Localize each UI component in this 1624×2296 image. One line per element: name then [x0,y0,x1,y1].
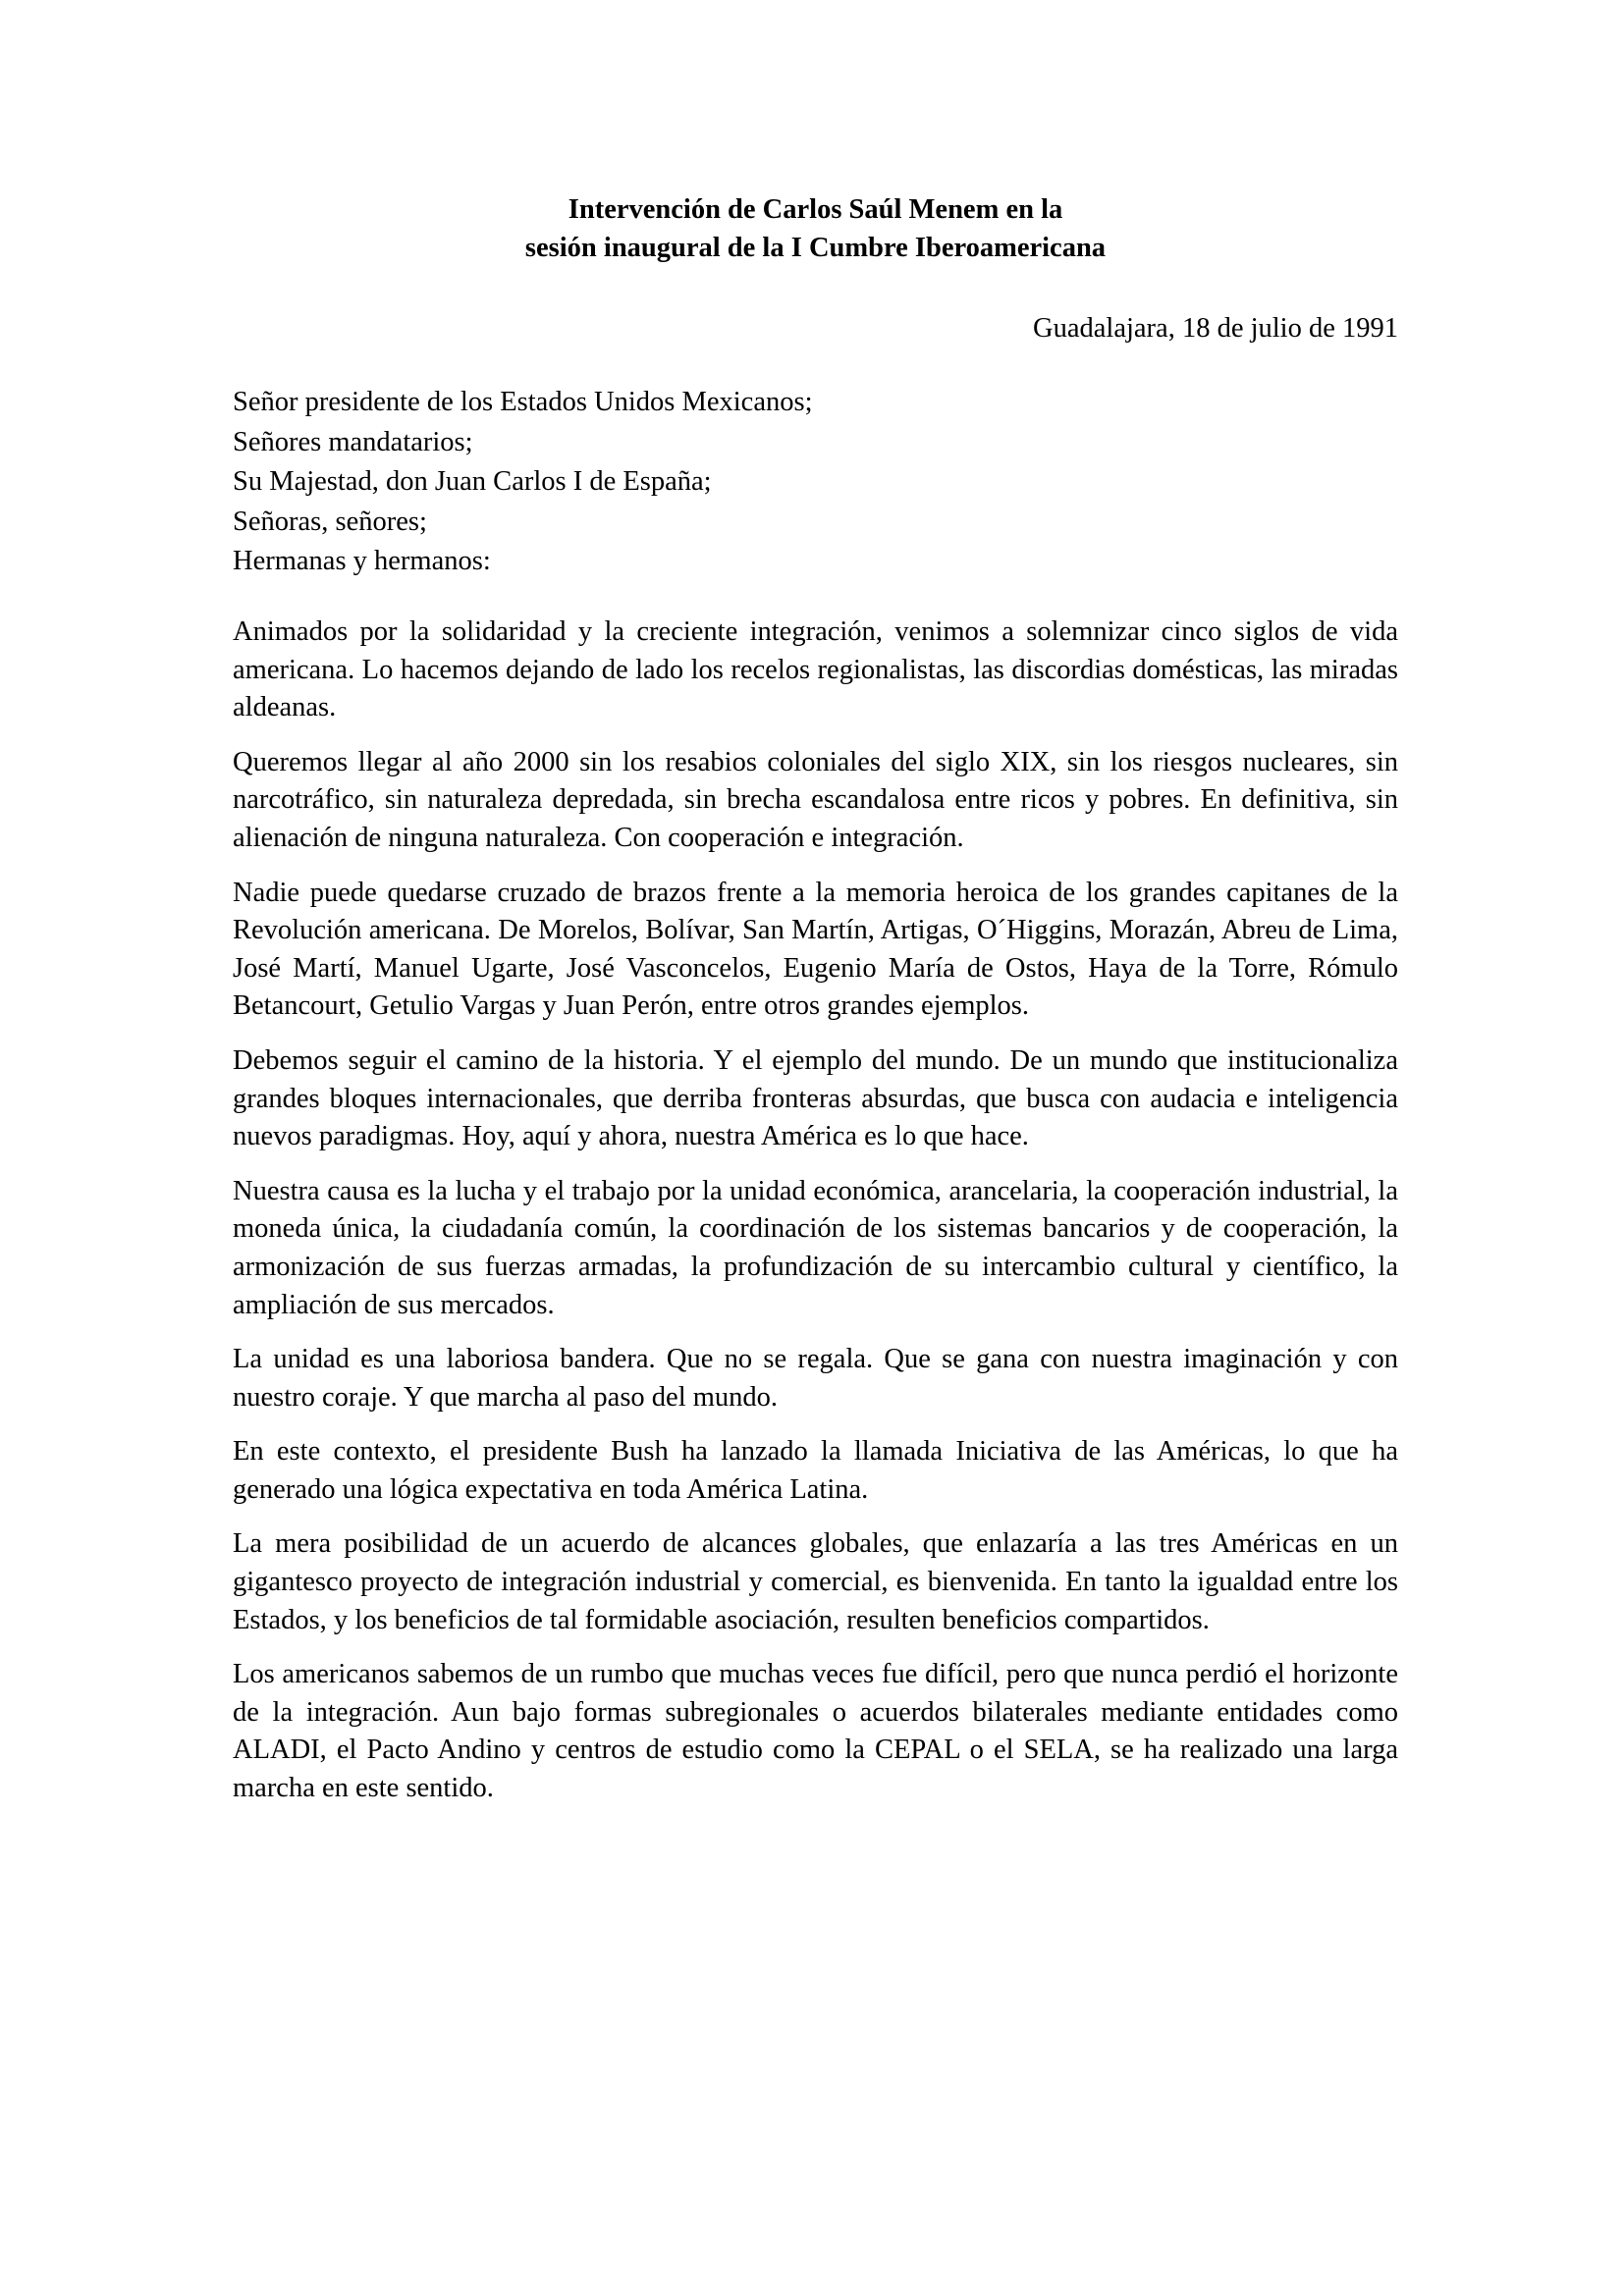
paragraph: Queremos llegar al año 2000 sin los resabios coloniales del siglo XIX, sin los riesgos nucleares, sin narcotráfico, sin naturaleza depredada, sin brecha escandalosa entre ricos y pobres. En definitiva, sin alienación de ninguna naturaleza. Con cooperación e integración. [233,746,1398,853]
title-line-1: Intervención de Carlos Saúl Menem en la [568,194,1063,225]
paragraph: Debemos seguir el camino de la historia. Y el ejemplo del mundo. De un mundo que institucionaliza grandes bloques internacionales, que derriba fronteras absurdas, que busca con audacia e inteligencia nuevos paradigmas. Hoy, aquí y ahora, nuestra América es lo que hace. [233,1044,1398,1152]
salutation-block [233,383,812,582]
salutation-line: Su Majestad, don Juan Carlos I de España; [233,466,712,497]
document-body [233,614,1398,1825]
paragraph: La unidad es una laboriosa bandera. Que no se regala. Que se gana con nuestra imaginación y con nuestro coraje. Y que marcha al paso del mundo. [233,1344,1398,1413]
paragraph: Nadie puede quedarse cruzado de brazos frente a la memoria heroica de los grandes capitanes de la Revolución americana. De Morelos, Bolívar, San Martín, Artigas, O´Higgins, Morazán, Abreu de Lima, José Martí, Manuel Ugarte, José Vasconcelos, Eugenio María de Ostos, Haya de la Torre, Rómulo Betancourt, Getulio Vargas y Juan Perón, entre otros grandes ejemplos. [233,877,1398,1022]
salutation-line: Señor presidente de los Estados Unidos Mexicanos; [233,387,813,417]
paragraph: Los americanos sabemos de un rumbo que muchas veces fue difícil, pero que nunca perdió el horizonte de la integración. Aun bajo formas subregionales o acuerdos bilaterales mediante entidades como ALADI, el Pacto Andino y centros de estudio como la CEPAL o el SELA, se ha realizado una larga marcha en este sentido. [233,1659,1398,1804]
paragraph: Animados por la solidaridad y la creciente integración, venimos a solemnizar cinco siglos de vida americana. Lo hacemos dejando de lado los recelos regionalistas, las discordias domésticas, las miradas aldeanas. [233,616,1398,723]
salutation-line: Señoras, señores; [233,506,427,537]
place-date: Guadalajara, 18 de julio de 1991 [1033,313,1398,344]
salutation-line: Señores mandatarios; [233,426,473,457]
salutation-line: Hermanas y hermanos: [233,546,491,576]
paragraph: Nuestra causa es la lucha y el trabajo por la unidad económica, arancelaria, la cooperación industrial, la moneda única, la ciudadanía común, la coordinación de los sistemas bancarios y de cooperación, la armonización de sus fuerzas armadas, la profundización de su intercambio cultural y científico, la ampliación de sus mercados. [233,1175,1398,1320]
title-line-2: sesión inaugural de la I Cumbre Iberoamericana [524,232,1107,263]
document-title [233,191,1398,267]
paragraph: La mera posibilidad de un acuerdo de alcances globales, que enlazaría a las tres Américas en un gigantesco proyecto de integración industrial y comercial, es bienvenida. En tanto la igualdad entre los Estados, y los beneficios de tal formidable asociación, resulten beneficios compartidos. [233,1528,1398,1635]
paragraph: En este contexto, el presidente Bush ha lanzado la llamada Iniciativa de las Américas, lo que ha generado una lógica expectativa en toda América Latina. [233,1436,1398,1505]
